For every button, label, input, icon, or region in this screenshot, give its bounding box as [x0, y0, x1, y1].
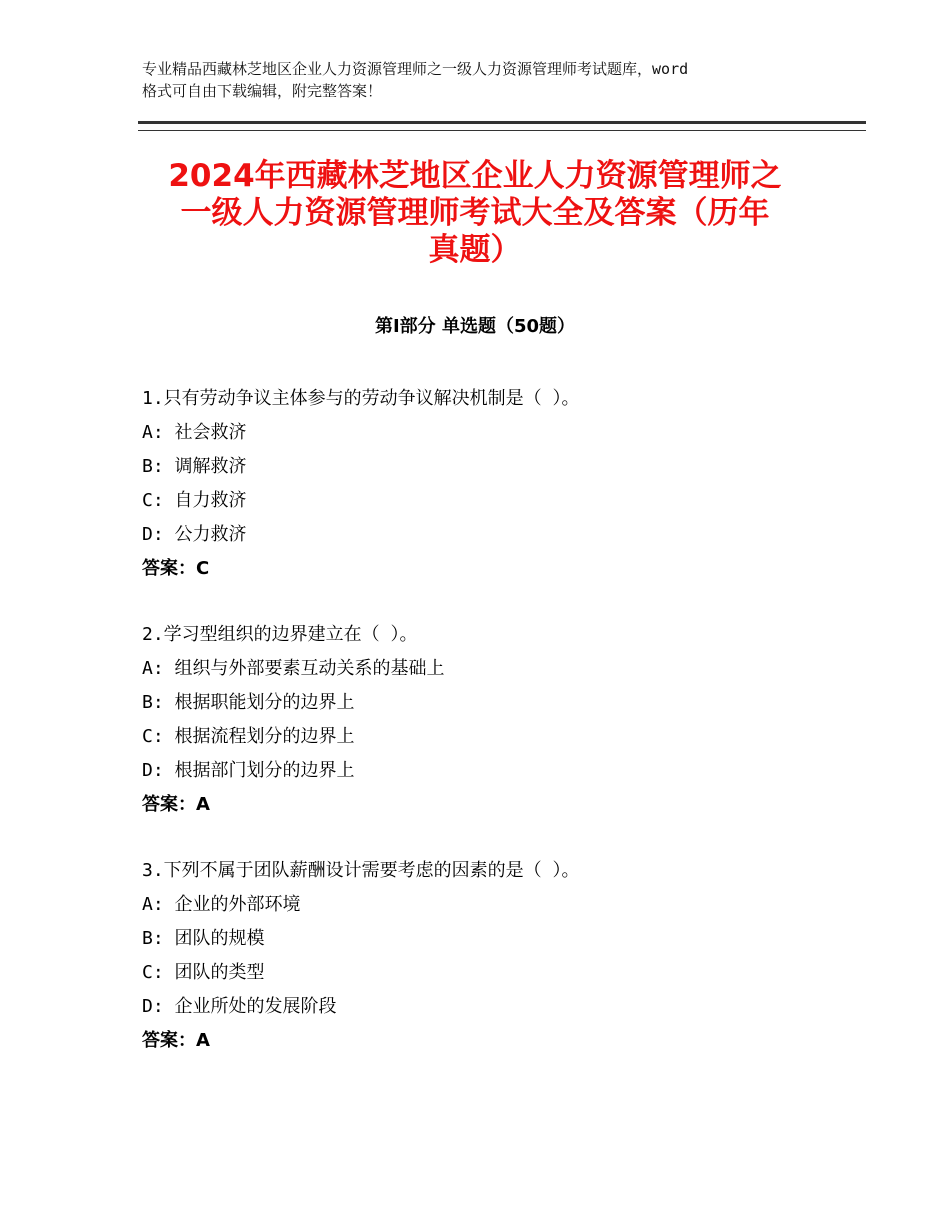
section-title: 第Ⅰ部分 单选题（50题） — [374, 316, 575, 337]
option-d: D: 公力救济 — [142, 524, 247, 545]
answer-line: 答案：A — [142, 794, 210, 815]
document-title — [120, 158, 830, 269]
question-list — [142, 382, 862, 1090]
option-a: A: 组织与外部要素互动关系的基础上 — [142, 658, 445, 679]
title-line: 2024年西藏林芝地区企业人力资源管理师之 — [168, 158, 782, 194]
option-b: B: 根据职能划分的边界上 — [142, 692, 355, 713]
option-a: A: 社会救济 — [142, 422, 247, 443]
header-note-line: 格式可自由下载编辑，附完整答案！ — [142, 82, 383, 100]
question-stem: 3.下列不属于团队薪酬设计需要考虑的因素的是（ ）。 — [142, 860, 580, 881]
question-2 — [142, 618, 862, 822]
option-b: B: 调解救济 — [142, 456, 247, 477]
option-a: A: 企业的外部环境 — [142, 894, 301, 915]
question-3 — [142, 854, 862, 1058]
answer-line: 答案：A — [142, 1030, 210, 1051]
option-c: C: 自力救济 — [142, 490, 247, 511]
option-c: C: 根据流程划分的边界上 — [142, 726, 355, 747]
header-divider — [138, 121, 866, 131]
title-line: 真题） — [428, 232, 522, 268]
title-line: 一级人力资源管理师考试大全及答案（历年 — [180, 195, 770, 231]
option-d: D: 企业所处的发展阶段 — [142, 996, 337, 1017]
question-stem: 1.只有劳动争议主体参与的劳动争议解决机制是（ ）。 — [142, 388, 580, 409]
option-c: C: 团队的类型 — [142, 962, 265, 983]
question-stem: 2.学习型组织的边界建立在（ ）。 — [142, 624, 418, 645]
option-b: B: 团队的规模 — [142, 928, 265, 949]
header-note-line: 专业精品西藏林芝地区企业人力资源管理师之一级人力资源管理师考试题库，word — [142, 60, 689, 78]
answer-line: 答案：C — [142, 558, 210, 579]
header-note — [142, 58, 832, 102]
question-1 — [142, 382, 862, 586]
option-d: D: 根据部门划分的边界上 — [142, 760, 355, 781]
